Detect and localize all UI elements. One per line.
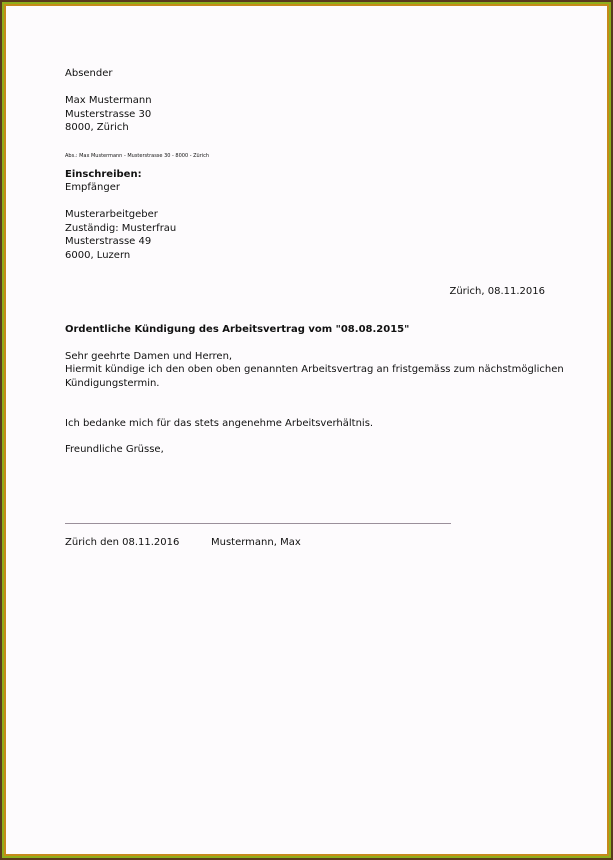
sender-label: Absender bbox=[65, 68, 113, 79]
thanks-sentence: Ich bedanke mich für das stets angenehme Arbeitsverhältnis. bbox=[65, 418, 374, 429]
recipient-company: Musterarbeitgeber bbox=[65, 209, 158, 220]
recipient-address bbox=[65, 208, 176, 262]
letter-page bbox=[6, 6, 607, 854]
signature-place-date: Zürich den 08.11.2016 bbox=[65, 537, 180, 548]
recipient-label: Empfänger bbox=[65, 182, 121, 193]
signature-line bbox=[65, 523, 451, 524]
recipient-street: Musterstrasse 49 bbox=[65, 236, 152, 247]
return-address-line: Abs.: Max Mustermann - Musterstrasse 30 - 8000 - Zürich bbox=[65, 153, 210, 159]
salutation: Sehr geehrte Damen und Herren, bbox=[65, 351, 233, 362]
sender-street: Musterstrasse 30 bbox=[65, 108, 152, 120]
letter-body bbox=[65, 363, 564, 390]
sender-name: Max Mustermann bbox=[65, 95, 152, 106]
letter-subject: Ordentliche Kündigung des Arbeitsvertrag vom "08.08.2015" bbox=[65, 324, 410, 335]
closing-phrase: Freundliche Grüsse, bbox=[65, 444, 164, 455]
registered-mail-label: Einschreiben: bbox=[65, 169, 142, 180]
recipient-city: 6000, Luzern bbox=[65, 249, 131, 261]
recipient-contact: Zuständig: Musterfrau bbox=[65, 222, 177, 234]
frame-border-green bbox=[2, 2, 611, 858]
signature-name: Mustermann, Max bbox=[211, 537, 301, 548]
place-date: Zürich, 08.11.2016 bbox=[449, 286, 545, 297]
frame-border-orange bbox=[4, 4, 609, 856]
body-line-2: Kündigungstermin. bbox=[65, 377, 160, 389]
sender-city: 8000, Zürich bbox=[65, 122, 129, 133]
body-line-1: Hiermit kündige ich den oben oben genannten Arbeitsvertrag an fristgemäss zum nächstmöglichen bbox=[65, 364, 564, 375]
sender-address bbox=[65, 94, 152, 135]
